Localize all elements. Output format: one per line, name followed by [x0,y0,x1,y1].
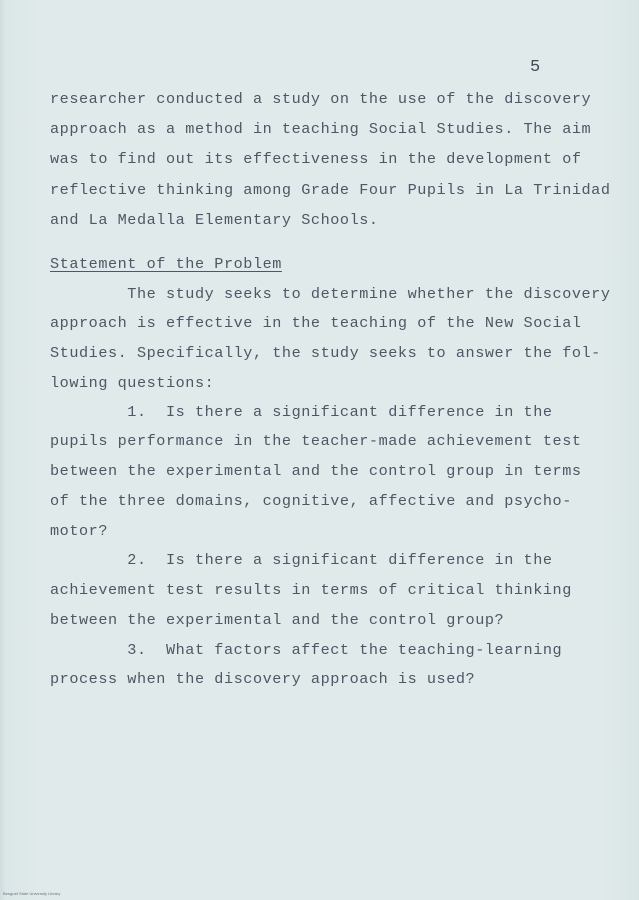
page-number: 5 [530,58,541,77]
paragraph-line: researcher conducted a study on the use of the discovery [50,90,592,108]
paragraph-line: approach is effective in the teaching of the New Social [50,314,582,332]
question-line: between the experimental and the control group in terms [50,462,582,480]
question-line: 3. What factors affect the teaching-learning [50,641,563,659]
paragraph-line: approach as a method in teaching Social Studies. The aim [50,120,592,138]
question-line: between the experimental and the control group? [50,611,505,629]
question-line: motor? [50,522,108,540]
footer-note: Benguet State University Library [3,891,61,896]
paragraph-line: reflective thinking among Grade Four Pupils in La Trinidad [50,181,611,199]
paragraph-line: and La Medalla Elementary Schools. [50,211,379,229]
question-line: achievement test results in terms of critical thinking [50,581,572,599]
paragraph-line: The study seeks to determine whether the discovery [50,285,611,303]
question-line: process when the discovery approach is used? [50,670,476,688]
question-line: 2. Is there a significant difference in the [50,551,553,569]
section-heading: Statement of the Problem [50,255,282,273]
question-line: 1. Is there a significant difference in the [50,403,553,421]
question-line: pupils performance in the teacher-made achievement test [50,432,582,450]
paragraph-line: Studies. Specifically, the study seeks to answer the fol- [50,344,601,362]
question-line: of the three domains, cognitive, affective and psycho- [50,492,572,510]
paragraph-line: was to find out its effectiveness in the development of [50,150,582,168]
paragraph-line: lowing questions: [50,374,215,392]
